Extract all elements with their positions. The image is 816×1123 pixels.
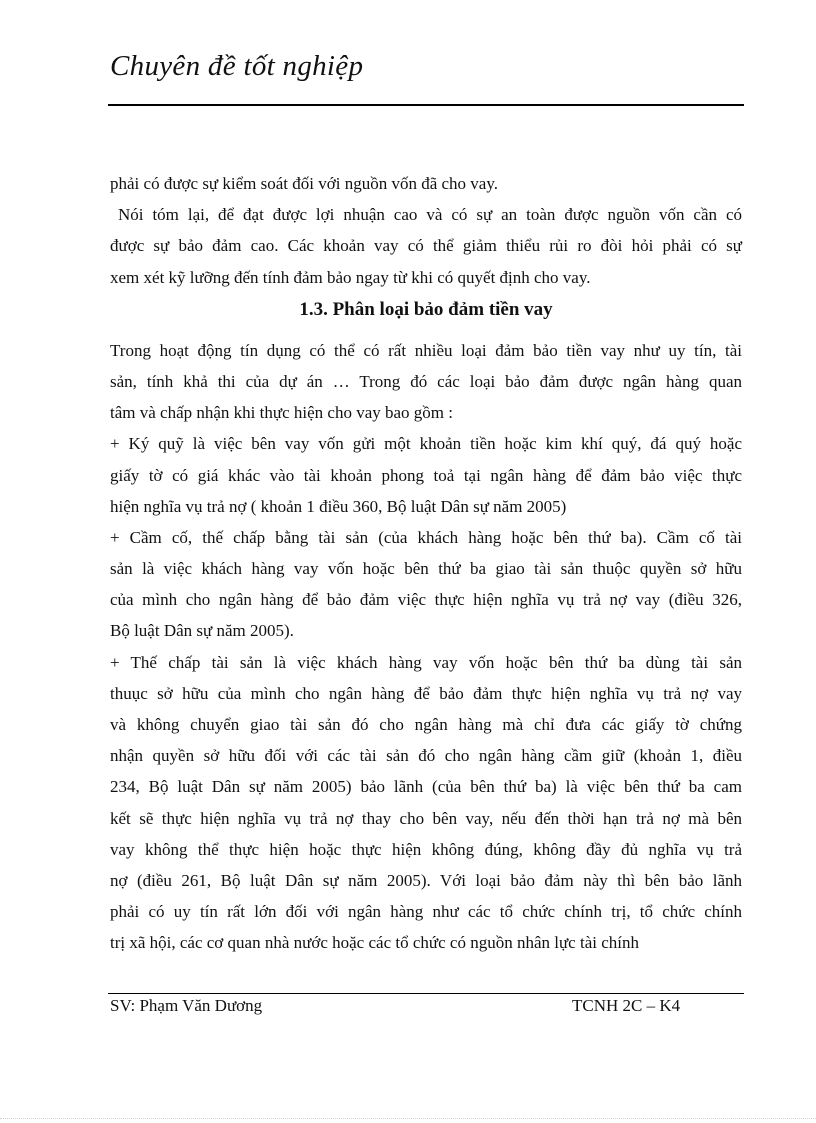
paragraph-line: Bộ luật Dân sự năm 2005). xyxy=(110,621,294,641)
paragraph-line: phải có được sự kiểm soát đối với nguồn vốn đã cho vay. xyxy=(110,174,498,193)
paragraph-line: trị xã hội, các cơ quan nhà nước hoặc các tổ chức có nguồn nhân lực tài chính xyxy=(110,933,639,953)
paragraph-line: sản, tính khả thi của dự án … Trong đó các loại bảo đảm được ngân hàng quan xyxy=(110,371,742,391)
paragraph-line: vay không thể thực hiện hoặc thực hiện không đúng, không đầy đủ nghĩa vụ trả xyxy=(110,839,742,859)
paragraph-line: phải có uy tín rất lớn đối với ngân hàng như các tổ chức chính trị, tổ chức chính xyxy=(110,902,742,922)
footer-class-code: TCNH 2C – K4 xyxy=(572,996,681,1015)
document-body xyxy=(110,168,742,959)
page-edge xyxy=(0,1118,816,1119)
paragraph-line: sản là việc khách hàng vay vốn hoặc bên thứ ba giao tài sản thuộc quyền sở hữu xyxy=(110,559,742,579)
paragraph-line: giấy tờ có giá khác vào tài khoản phong toả tại ngân hàng để đảm bảo việc thực xyxy=(110,465,742,485)
paragraph-line: kết sẽ thực hiện nghĩa vụ trả nợ thay cho bên vay, nếu đến thời hạn trả nợ mà bên xyxy=(110,808,742,828)
header-title: Chuyên đề tốt nghiệp xyxy=(110,50,364,82)
paragraph-line: tâm và chấp nhận khi thực hiện cho vay bao gồm : xyxy=(110,403,453,423)
paragraph-line: Nói tóm lại, để đạt được lợi nhuận cao và có sự an toàn được nguồn vốn cần có xyxy=(118,205,742,225)
header-divider xyxy=(108,104,744,106)
paragraph-line: + Thế chấp tài sản là việc khách hàng vay vốn hoặc bên thứ ba dùng tài sản xyxy=(110,652,742,672)
paragraph-line: + Cầm cố, thế chấp bằng tài sản (của khách hàng hoặc bên thứ ba). Cầm cố tài xyxy=(110,527,742,547)
paragraph-line: của mình cho ngân hàng để bảo đảm việc thực hiện nghĩa vụ trả nợ vay (điều 326, xyxy=(110,590,742,610)
paragraph-line: + Ký quỹ là việc bên vay vốn gửi một khoản tiền hoặc kim khí quý, đá quý hoặc xyxy=(110,434,742,454)
paragraph-line: được sự bảo đảm cao. Các khoản vay có thể giảm thiểu rủi ro đòi hỏi phải có sự xyxy=(110,236,742,256)
paragraph-line: hiện nghĩa vụ trả nợ ( khoản 1 điều 360, Bộ luật Dân sự năm 2005) xyxy=(110,496,567,516)
paragraph-line: Trong hoạt động tín dụng có thể có rất nhiều loại đảm bảo tiền vay như uy tín, tài xyxy=(110,340,742,360)
paragraph-line: 234, Bộ luật Dân sự năm 2005) bảo lãnh (của bên thứ ba) là việc bên thứ ba cam xyxy=(110,777,742,797)
paragraph-line: xem xét kỹ lưỡng đến tính đảm bảo ngay từ khi có quyết định cho vay. xyxy=(110,267,591,287)
paragraph-line: và không chuyển giao tài sản đó cho ngân hàng mà chỉ đưa các giấy tờ chứng xyxy=(110,715,742,734)
paragraph-line: thuục sở hữu của mình cho ngân hàng để bảo đảm thực hiện nghĩa vụ trả nợ vay xyxy=(110,683,742,703)
footer-divider xyxy=(108,993,744,994)
paragraph-line: nợ (điều 261, Bộ luật Dân sự năm 2005). Với loại bảo đảm này thì bên bảo lãnh xyxy=(110,870,742,890)
section-heading: 1.3. Phân loại bảo đảm tiền vay xyxy=(299,298,553,320)
footer-student-name: SV: Phạm Văn Dương xyxy=(110,996,263,1015)
paragraph-line: nhận quyền sở hữu đối với các tài sản đó cho ngân hàng cầm giữ (khoản 1, điều xyxy=(110,746,742,766)
